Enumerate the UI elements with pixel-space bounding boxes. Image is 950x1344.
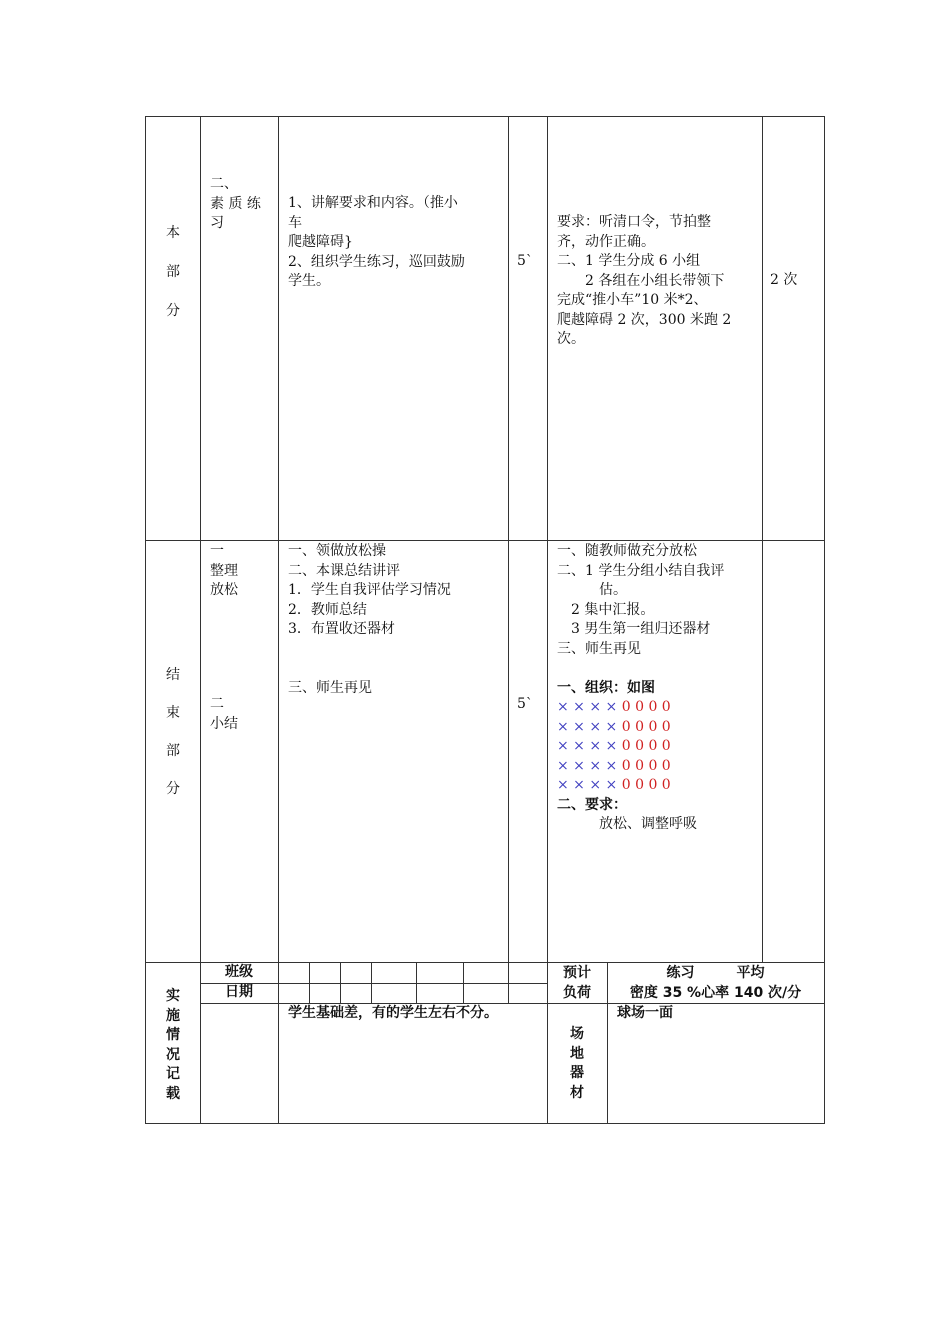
label-char: 材	[570, 1084, 584, 1101]
time-cell: 5`	[517, 696, 533, 712]
text-line: 整理	[210, 562, 238, 579]
load-label	[547, 964, 607, 1003]
label-char: 场	[570, 1026, 584, 1042]
text-line: 2．教师总结	[288, 601, 367, 618]
time-cell: 5`	[517, 253, 533, 269]
text-line: 二、	[210, 176, 238, 192]
col-divider	[463, 962, 464, 1003]
text-line: 2、组织学生练习，巡回鼓励	[288, 253, 465, 270]
col-divider	[278, 116, 279, 1124]
label-char: 束	[166, 705, 180, 721]
content-cell	[210, 695, 238, 734]
label-char: 结	[166, 667, 180, 683]
circle-marks: 0 0 0 0	[621, 699, 671, 715]
text-line: 负荷	[563, 984, 591, 1001]
label-char: 况	[166, 1046, 180, 1063]
col-divider	[508, 116, 509, 1003]
text-line: 估。	[557, 582, 627, 598]
text-line: 二、1 学生分成 6 小组	[557, 253, 701, 269]
text-line: 一、领做放松操	[288, 543, 386, 559]
section-label-main	[163, 214, 183, 331]
text-line: 练习 平均	[666, 965, 765, 981]
label-char: 部	[166, 264, 180, 280]
label-char: 分	[166, 303, 180, 319]
text-line: 完成“推小车”10 米*2、	[557, 292, 708, 308]
text-line: 三、师生再见	[288, 679, 372, 696]
label-char: 部	[166, 743, 180, 759]
col-divider	[762, 116, 763, 962]
table-border	[824, 116, 825, 1124]
text-line: 1．学生自我评估学习情况	[288, 582, 451, 598]
record-note: 学生基础差，有的学生左右不分。	[288, 1005, 498, 1021]
formation-row	[557, 718, 724, 738]
formation-row	[557, 737, 724, 757]
text-line: 一、随教师做充分放松	[557, 543, 697, 559]
formation-row	[557, 757, 724, 777]
circle-marks: 0 0 0 0	[621, 777, 671, 793]
table-border	[145, 116, 825, 117]
label-char: 实	[166, 988, 180, 1004]
label-char: 地	[570, 1045, 584, 1062]
cross-marks: × × × ×	[557, 777, 618, 793]
text-line: 次。	[557, 331, 585, 347]
text-line: 二、本课总结讲评	[288, 562, 400, 579]
cross-marks: × × × ×	[557, 718, 618, 735]
label-char: 记	[166, 1066, 180, 1082]
organization-title: 一、组织：如图	[557, 679, 655, 696]
text-line: 2 各组在小组长带领下	[557, 272, 725, 289]
row-divider	[145, 540, 825, 541]
cross-marks: × × × ×	[557, 738, 618, 754]
label-char: 情	[166, 1027, 180, 1043]
text-line: 3．布置收还器材	[288, 621, 395, 637]
section-label-end	[163, 656, 183, 808]
section-label-record	[163, 987, 183, 1104]
teacher-activity-cell	[288, 542, 451, 698]
student-activity-cell	[557, 213, 731, 350]
text-line: 习	[210, 215, 224, 231]
formation-row	[557, 776, 724, 796]
col-divider	[371, 962, 372, 1003]
text-line: 二	[210, 696, 224, 712]
text-line: 1、讲解要求和内容。（推小	[288, 195, 458, 211]
content-cell	[210, 175, 261, 234]
cross-marks: × × × ×	[557, 699, 618, 715]
text-line: 放松	[210, 582, 238, 598]
requirement-title: 二、要求：	[557, 796, 627, 813]
text-line	[288, 659, 451, 679]
text-line	[288, 640, 451, 660]
text-line: 2 集中汇报。	[557, 601, 655, 618]
text-line: 预计	[563, 965, 591, 981]
label-char: 本	[166, 225, 180, 241]
text-line: 车	[288, 214, 302, 231]
circle-marks: 0 0 0 0	[621, 738, 671, 754]
table-border	[145, 116, 146, 1124]
col-divider	[309, 962, 310, 1003]
label-char: 器	[570, 1065, 584, 1081]
teacher-activity-cell	[288, 194, 465, 292]
count-cell: 2 次	[770, 272, 798, 288]
label-char: 载	[166, 1085, 180, 1102]
text-line: 密度 35 %心率 140 次/分	[629, 984, 802, 1001]
cross-marks: × × × ×	[557, 757, 618, 774]
text-line: 三、师生再见	[557, 640, 641, 657]
text-line: 一	[210, 543, 224, 559]
label-char: 分	[166, 781, 180, 797]
venue-label	[567, 1025, 587, 1103]
text-line: 素 质 练	[210, 195, 261, 212]
text-line: 要求：听清口令，节拍整	[557, 214, 711, 230]
text-line: 爬越障碍 2 次，300 米跑 2	[557, 311, 732, 328]
text-line: 爬越障碍}	[288, 234, 353, 250]
col-divider	[416, 962, 417, 1003]
venue-text: 球场一面	[617, 1005, 673, 1021]
col-divider	[340, 962, 341, 1003]
text-line: 小结	[210, 715, 238, 732]
text-line: 学生。	[288, 273, 330, 289]
requirement-text: 放松、调整呼吸	[599, 816, 697, 832]
table-border	[145, 1123, 825, 1124]
formation-row	[557, 698, 724, 718]
text-line: 齐，动作正确。	[557, 233, 655, 250]
content-cell	[210, 542, 238, 601]
load-text	[607, 964, 824, 1003]
student-activity-cell	[557, 542, 724, 835]
label-char: 施	[166, 1007, 180, 1024]
date-label: 日期	[225, 984, 253, 1000]
class-label: 班级	[225, 964, 253, 980]
circle-marks: 0 0 0 0	[621, 718, 671, 735]
circle-marks: 0 0 0 0	[621, 757, 671, 774]
text-line: 3 男生第一组归还器材	[557, 621, 711, 637]
text-line: 二、1 学生分组小结自我评	[557, 562, 725, 579]
